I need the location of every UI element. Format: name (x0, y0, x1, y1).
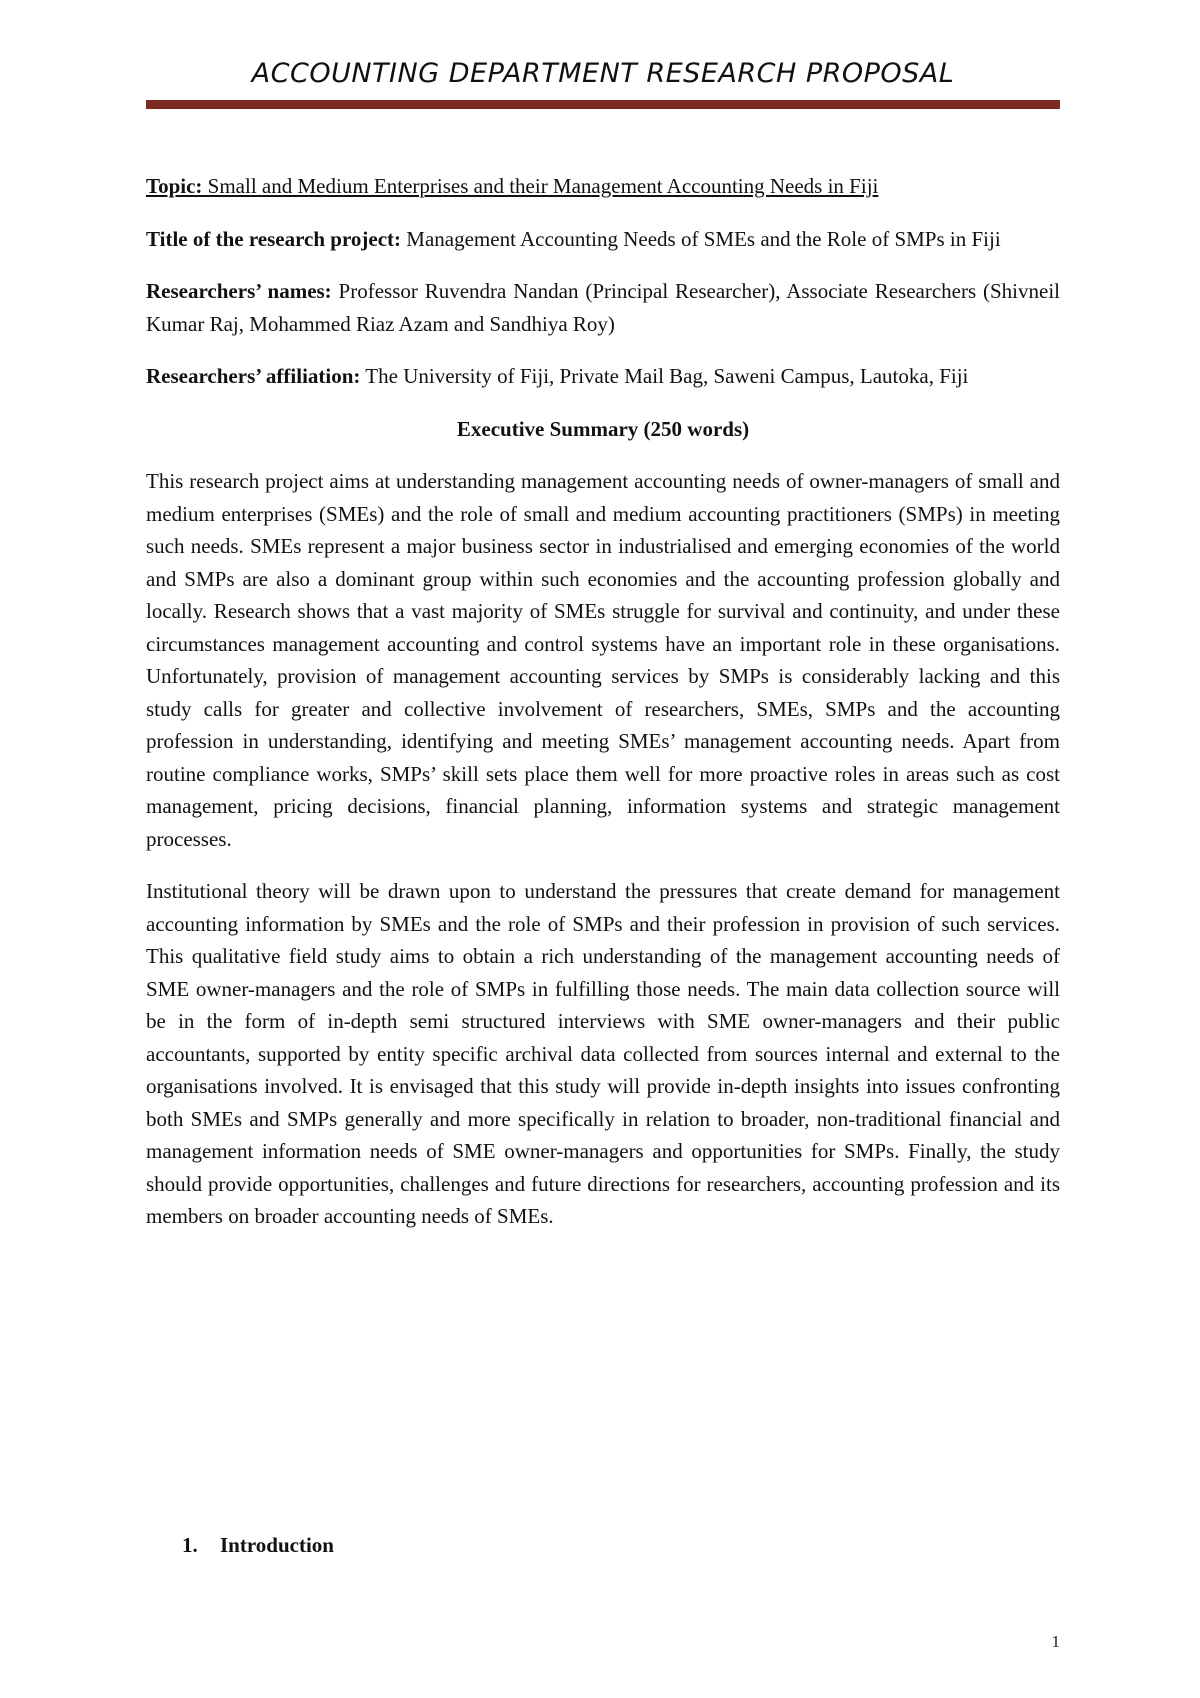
topic-line (146, 170, 1060, 203)
executive-summary-paragraph-2: Institutional theory will be drawn upon to understand the pressures that create demand for management accounting information by SMEs and the role of SMPs and their profession in provision of such services. This qualitative field study aims to obtain a rich understanding of the management accounting needs of SME owner-managers and the role of SMPs in fulfilling those needs. The main data collection source will be in the form of in-depth semi structured interviews with SME owner-managers and their public accountants, supported by entity specific archival data collected from sources internal and external to the organisations involved. It is envisaged that this study will provide in-depth insights into issues confronting both SMEs and SMPs generally and more specifically in relation to broader, non-traditional financial and management information needs of SME owner-managers and opportunities for SMPs. Finally, the study should provide opportunities, challenges and future directions for researchers, accounting profession and its members on broader accounting needs of SMEs. (146, 879, 1060, 1228)
document-header-title: ACCOUNTING DEPARTMENT RESEARCH PROPOSAL (251, 58, 955, 89)
header-rule (146, 100, 1060, 109)
researchers-names-text: Professor Ruvendra Nandan (Principal Researcher), Associate Researchers (Shivneil Kumar Raj, Mohammed Riaz Azam and Sandhiya Roy) (146, 279, 1060, 336)
section-title: Introduction (220, 1533, 334, 1557)
section-number: 1. (182, 1533, 198, 1557)
topic-text: Small and Medium Enterprises and their Management Accounting Needs in Fiji (202, 174, 879, 198)
document-body (146, 170, 1060, 1253)
project-title-line (146, 223, 1060, 256)
topic-label: Topic: (146, 174, 203, 198)
researchers-affiliation-line (146, 360, 1060, 393)
project-title-text: Management Accounting Needs of SMEs and the Role of SMPs in Fiji (401, 226, 1001, 251)
researchers-names-label: Researchers’ names: (146, 279, 332, 303)
researchers-affiliation-text: The University of Fiji, Private Mail Bag, Saweni Campus, Lautoka, Fiji (360, 364, 969, 388)
executive-summary-heading: Executive Summary (250 words) (456, 416, 750, 441)
researchers-affiliation-label: Researchers’ affiliation: (146, 364, 361, 388)
researchers-names-line (146, 275, 1060, 340)
section-heading-introduction (182, 1533, 334, 1558)
page-number: 1 (1051, 1632, 1060, 1651)
project-title-label: Title of the research project: (146, 226, 402, 251)
executive-summary-paragraph-1: This research project aims at understanding management accounting needs of owner-managers of small and medium enterprises (SMEs) and the role of small and medium accounting practitioners (SMPs) in meeting such needs. SMEs represent a major business sector in industrialised and emerging economies of the world and SMPs are also a dominant group within such economies and the accounting profession globally and locally. Research shows that a vast majority of SMEs struggle for survival and continuity, and under these circumstances management accounting and control systems have an important role in these organisations. Unfortunately, provision of management accounting services by SMPs is considerably lacking and this study calls for greater and collective involvement of researchers, SMEs, SMPs and the accounting profession in understanding, identifying and meeting SMEs’ management accounting needs. Apart from routine compliance works, SMPs’ skill sets place them well for more proactive roles in areas such as cost management, pricing decisions, financial planning, information systems and strategic management processes. (146, 469, 1060, 851)
